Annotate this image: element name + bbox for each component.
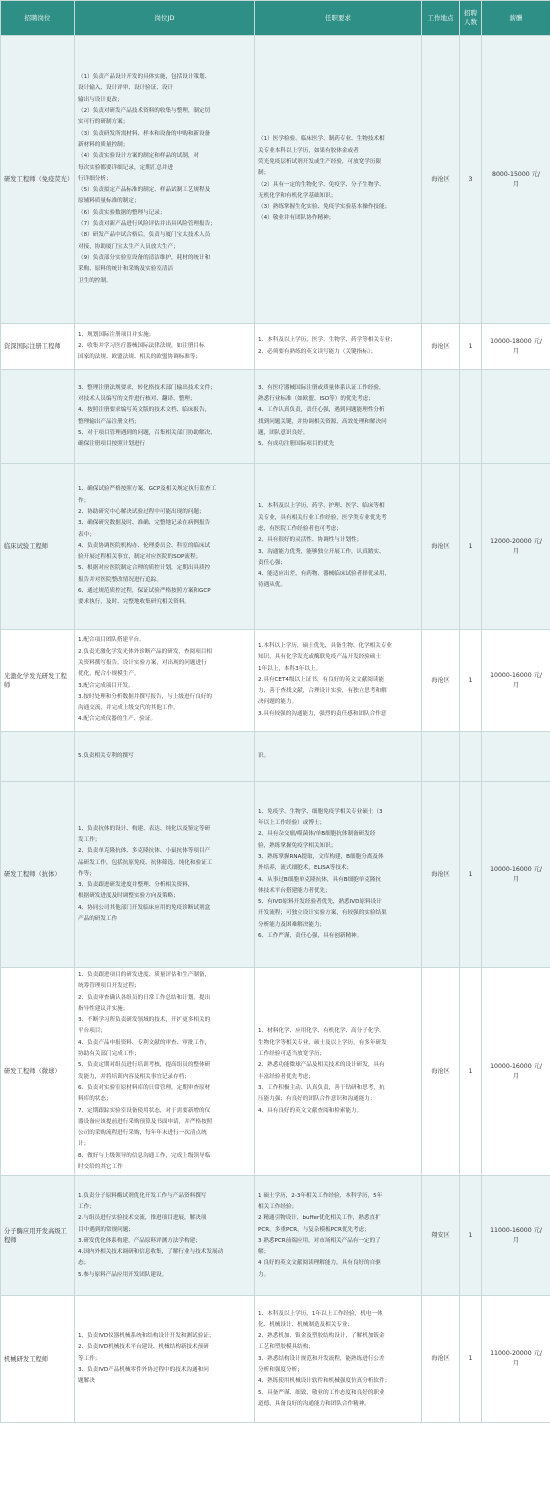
cell-line: 题，团队意识良好。	[258, 429, 309, 436]
salary-cell	[482, 324, 550, 370]
cell-line: 1 硕士学历，2-3年相关工作经验，本科学历，5年	[258, 1192, 383, 1199]
cell-line: 解；	[258, 1249, 270, 1256]
header-position: 招聘岗位	[1, 1, 75, 36]
cell-line: 1、负责抗体的设计、构建、表达、纯化以及鉴定等研	[78, 825, 211, 832]
cell-line: 关专业本科以上学历，如果有胶体金或者	[258, 147, 359, 154]
cell-line: 荧光免疫层析试剂开发或生产经验，可放宽学历限	[258, 158, 382, 165]
cell-line: （9）负责部分实验室设备的清洁维护，耗材的统计和	[78, 254, 211, 261]
cell-line: 3、负责IVD产品机械零件外协过程中的技术沟通和问	[78, 1366, 209, 1373]
cell-line: 4.配合完成仪器的生产、验证。	[78, 716, 157, 723]
cell-line: 统筹管理项目开发过程；	[78, 983, 140, 990]
cell-line: 10000-16000 元/	[490, 865, 542, 873]
cell-line: 表中；	[78, 531, 95, 538]
table-row	[1, 370, 550, 464]
location-cell: 海沧区	[422, 324, 460, 370]
cell-line: 整理输出产品注册文档；	[78, 418, 140, 425]
jd-cell	[75, 464, 255, 630]
cell-line: 2、负责审查确认各组员的日常工作总结和计划，提出	[78, 994, 211, 1001]
requirements-cell	[255, 630, 422, 732]
cell-line: 工作经验可适当放宽学历；	[258, 1051, 326, 1058]
cell-line: （3）熟练掌握生化实验、免疫学实验基本操作技能；	[258, 204, 391, 211]
cell-line: 4、协同公司其他部门开发临床应用的免疫诊断试剂盒	[78, 904, 211, 911]
cell-line: 输出与设计更改；	[78, 96, 123, 103]
cell-line: 验，熟练掌握免疫学相关知识；	[258, 842, 337, 849]
cell-line: 平台项目；	[78, 1028, 106, 1035]
cell-line: 3、不断学习所负责研发领域的技术，开扩更多相关的	[78, 1017, 211, 1024]
salary-cell	[482, 370, 550, 464]
cell-line: 制；	[258, 170, 270, 177]
cell-line: 决问题的能力。	[258, 699, 298, 706]
cell-line: 关资料撰写报告，设计实验方案，对出现的问题进行	[78, 659, 207, 666]
location-cell	[422, 732, 460, 782]
location-cell: 海沧区	[422, 36, 460, 324]
cell-line: 1年以上，本科3年以上。	[258, 665, 322, 672]
cell-line: 时交给的其它工作	[78, 1164, 123, 1171]
table-row	[1, 968, 550, 1176]
cell-line: （1）负责产品设计开发的具体实施，包括设计策划、	[78, 74, 211, 81]
cell-line: 3、确保研究数据及时、准确、完整地记录在病例报告	[78, 520, 211, 527]
cell-line: 月	[512, 547, 520, 555]
cell-line: 4 良好的英文文献阅读理解能力，具有良好的自驱	[258, 1260, 381, 1267]
cell-line: 体技术平台搭建能力者优先；	[258, 887, 331, 894]
cell-line: 月	[512, 681, 520, 689]
salary-cell	[482, 968, 550, 1176]
header-count: 招聘人数	[460, 1, 482, 36]
location-cell: 海沧区	[422, 968, 460, 1176]
cell-line: 4、从事过B细胞单克隆抗体，具有B细胞单克隆抗	[258, 876, 382, 883]
position-cell: 分子酶应用开发高级工程师	[1, 1176, 75, 1296]
cell-line: 1、负责跟进项目的研发进度、质量评估和生产制备，	[78, 972, 211, 978]
cell-line: 月	[512, 875, 520, 883]
cell-line: 1.配合项目团队搭建平台。	[78, 637, 145, 644]
cell-line: 指导性建议并实施；	[78, 1005, 129, 1012]
cell-line: 虑，有医院工作经验者也可考虑；	[258, 525, 342, 532]
salary-cell	[482, 36, 550, 324]
position-cell: 研发工程师（抗体）	[1, 782, 75, 968]
cell-line: 4、按照注册要求编写英文版的技术文档、临床报告，	[78, 407, 211, 414]
cell-line: 3、有医疗器械国际注册或质量体系认证工作经验，	[258, 384, 385, 391]
cell-line: （2）具有一定的生物化学、免疫学、分子生物学、	[258, 181, 385, 188]
cell-line: （4）敬业并有团队协作精神；	[258, 215, 335, 222]
cell-line: 2、具有杂交瘤/噬菌体/单B细胞抗体制备研发经	[258, 831, 376, 838]
requirements-cell	[255, 732, 422, 782]
position-cell: 光激化学发光研发工程师	[1, 630, 75, 732]
cell-line: 2、负责IVD机械技术平台建设、机械结构新技术预研	[78, 1344, 209, 1351]
cell-line: 丰富经验者优先考虑；	[258, 1073, 314, 1080]
header-jd: 岗位JD	[75, 1, 255, 36]
cell-line: 计；	[78, 1141, 90, 1148]
cell-line: 知识，具有化学发光或酶联免疫产品开发经验硕士	[258, 654, 382, 661]
cell-line: 待遇从优。	[258, 582, 286, 589]
cell-line: （3）负责研发所需材料、样本和设备的申购和新设备	[78, 130, 211, 137]
cell-line: PCR，多重PCR，与复杂模板PCR优先考虑；	[258, 1226, 370, 1233]
cell-line: 采购、原料的统计和采购及实验室清洁	[78, 266, 174, 273]
cell-line: 新材料的质量控制；	[78, 141, 129, 148]
table-row	[1, 36, 550, 324]
cell-line: 发工作；	[78, 836, 101, 843]
cell-line: 生物化学等相关专业，硕士及以上学历，有多年研发	[258, 1039, 387, 1046]
requirements-cell	[255, 464, 422, 630]
cell-line: 实可行的研制方案；	[78, 119, 129, 126]
cell-line: 3.按时处理和分析数据并撰写报告，与上级进行良好的	[78, 693, 212, 700]
position-cell	[1, 370, 75, 464]
cell-line: 卫生的控制。	[78, 277, 112, 284]
cell-line: 2、具有很好的灵活性、协调性与计划性；	[258, 537, 363, 544]
cell-line: 设计输入、设计评审、设计验证、设计	[78, 85, 174, 92]
cell-line: 12000-20000 元/	[490, 537, 542, 545]
cell-line: 4、具有良好的英文文献查阅和检索能力。	[258, 1107, 363, 1114]
cell-line: （4）负责实验设计方案的制定和样品的试制，对	[78, 153, 200, 160]
jd-cell	[75, 370, 255, 464]
cell-line: （1）医学检验、临床医学、制药专业、生物技术相	[258, 136, 385, 143]
jd-cell	[75, 324, 255, 370]
cell-line: 4、熟练使用机械设计软件和机械强度仿真分析软件；	[258, 1378, 391, 1385]
cell-line: 1、材料化学、应用化学、有机化学、高分子化学、	[258, 1028, 385, 1035]
cell-line: 10000-18000 元/	[490, 337, 542, 345]
cell-line: 相关工作经验；	[258, 1203, 298, 1210]
requirements-cell	[255, 968, 422, 1176]
position-cell: 资深国际注册工程师	[1, 324, 75, 370]
cell-line: 3、负责跟进研发进度并整理、分析相关资料，	[78, 882, 194, 889]
cell-line: 11000-20000 元/	[490, 1350, 542, 1358]
cell-line: 工艺和塑胶模具结构；	[258, 1344, 314, 1351]
cell-line: 2、熟悉机加、钣金及塑胶结构设计，了解机加钣金	[258, 1333, 385, 1340]
requirements-cell	[255, 324, 422, 370]
cell-line: 5、对于项目管理遇到的问题，召集相关部门协助解决，	[78, 429, 216, 436]
cell-line: 月	[512, 1072, 520, 1080]
salary-cell	[482, 1296, 550, 1423]
cell-line: 5、有成功注册国际项目的优先	[258, 441, 335, 448]
cell-line: 题解决	[78, 1378, 95, 1385]
count-cell: 1	[460, 630, 482, 732]
location-cell: 海沧区	[422, 630, 460, 732]
cell-line: 对接，协助厦门宝太生产人员放大生产；	[78, 243, 179, 250]
cell-line: 月	[512, 1360, 520, 1368]
cell-line: 器设备应该提前进行采购预算及书面申请，并严格按照	[78, 1118, 213, 1125]
cell-line: 验开展过程相关事宜，制定对应医院的SOP流程；	[78, 554, 202, 561]
cell-line: 1.本科以上学历，硕士优先，具备生物、化学相关专业	[258, 642, 392, 649]
table-row	[1, 1296, 550, 1423]
position-cell: 临床试验工程师	[1, 464, 75, 630]
jd-cell	[75, 36, 255, 324]
cell-line: 5.负责相关专利的撰写	[78, 752, 134, 759]
cell-line: 力。	[258, 1271, 270, 1278]
cell-line: 关专业，具有相关行业工作经验，医学类专业优先考	[258, 514, 387, 521]
position-cell	[1, 732, 75, 782]
cell-line: 原辅料质量标准的制定；	[78, 198, 140, 205]
cell-line: 3.研发优化体系构建，产品原料评测方法学构建；	[78, 1237, 201, 1244]
cell-line: 无机化学和有机化学基础知识；	[258, 192, 337, 199]
cell-line: 等工作；	[78, 1355, 101, 1362]
table-row	[1, 630, 550, 732]
cell-line: 每次实验都要详细记录，定期汇总并进	[78, 164, 174, 171]
cell-line: 要求执行，及时、完整地收集研究相关资料。	[78, 599, 190, 606]
jd-cell	[75, 968, 255, 1176]
cell-line: 作等；	[78, 870, 95, 877]
cell-line: 10000-16000 元/	[490, 1062, 542, 1070]
cell-line: 2、收集并学习医疗器械国际法律法规，如注册目标	[78, 342, 205, 349]
cell-line: 2、必须要有熟练的英文读写能力（关键指标）；	[258, 348, 377, 355]
cell-line: 2、熟悉功能微球产品及相关技术的设计研发，具有	[258, 1062, 385, 1069]
location-cell: 海沧区	[422, 782, 460, 968]
cell-line: 道德，具备良好的沟通能力和团队合作精神。	[258, 1400, 370, 1407]
cell-line: 分析能力及困难解决能力；	[258, 921, 326, 928]
cell-line: 年以上工作经验）或博士；	[258, 820, 326, 827]
table-body	[1, 36, 550, 1423]
cell-line: 8000-15000 元/	[492, 170, 540, 178]
cell-line: 国家的法规、欧盟法规、相关的欧盟协调标准等；	[78, 354, 202, 361]
cell-line: 工作；	[78, 1203, 95, 1210]
cell-line: 开发流程；可独立设计实验方案，有较强的实验结果	[258, 910, 387, 917]
salary-cell	[482, 464, 550, 630]
table-row	[1, 732, 550, 782]
cell-line: 月	[512, 347, 520, 355]
count-cell: 1	[460, 968, 482, 1176]
cell-line: 5、负责定期对组员进行培训考核，提高组员的整体研	[78, 1062, 211, 1069]
jd-cell	[75, 732, 255, 782]
cell-line: 优化，配合小规模生产。	[78, 671, 140, 678]
cell-line: 4、负责产品申报资料、专利文献的审查、审批工作，	[78, 1039, 211, 1046]
cell-line: 4、工作认真负责，责任心强，遇到问题能理性分析	[258, 407, 385, 414]
cell-line: 协助有关部门完成工作；	[78, 1051, 140, 1058]
cell-line: 10000-16000 元/	[490, 671, 542, 679]
requirements-cell	[255, 36, 422, 324]
cell-line: 3.配合完成项目开发。	[78, 682, 134, 689]
requirements-cell	[255, 782, 422, 968]
cell-line: 1、本科及以上学历，医学、生物学、药学等相关专业；	[258, 337, 396, 344]
cell-line: 外培养，流式细胞术，ELISA等技术；	[258, 865, 353, 872]
count-cell: 1	[460, 464, 482, 630]
count-cell: 1	[460, 324, 482, 370]
requirements-cell	[255, 1296, 422, 1423]
cell-line: 1、本科及以上学历，药学、护理、医学、临床等相	[258, 503, 385, 510]
cell-line: 1、规划国际注册项目并实施；	[78, 331, 155, 338]
cell-line: 4、能适应出差，有药物、器械临床试验者择优录用，	[258, 571, 391, 578]
cell-line: 压能力强；有良好的团队合作意识和沟通能力；	[258, 1096, 376, 1103]
cell-line: 熟悉行业标准（如欧盟、ISO等）的优先考虑；	[258, 395, 374, 402]
count-cell: 1	[460, 1176, 482, 1296]
cell-line: 责任心强；	[258, 559, 286, 566]
cell-line: （8）研发产品中试合格后，负责与厦门宝太技术人员	[78, 232, 211, 239]
cell-line: 3、工作积极主动、认真负责，善于钻研和思考，抗	[258, 1084, 385, 1091]
cell-line: 识。	[258, 752, 270, 759]
cell-line: 行详细分析；	[78, 175, 112, 182]
salary-cell	[482, 630, 550, 732]
location-cell: 翔安区	[422, 1176, 460, 1296]
cell-line: 公司的采购流程进行采购，每年年末进行一次清点统	[78, 1130, 207, 1137]
cell-line: 化、机械设计、机械制造及相关专业；	[258, 1321, 354, 1328]
table-header-row	[1, 1, 550, 36]
cell-line: （6）负责实验数据的整理与记录；	[78, 209, 166, 216]
cell-line: 5.参与原料产品应用开发团队建设。	[78, 1271, 168, 1278]
cell-line: 3、熟悉结构设计规范和开发流程，能熟练进行公差	[258, 1355, 385, 1362]
salary-cell	[482, 782, 550, 968]
cell-line: 3、整理注册法规要求，转化格技术部门输出技术文件；	[78, 384, 216, 391]
cell-line: 发能力，并将培训内容及相关事宜记录存档；	[78, 1073, 190, 1080]
cell-line: （2）负责对研发产品技术资料的收集与整理，制定切	[78, 108, 211, 115]
table-row	[1, 464, 550, 630]
cell-line: 6、工作严谨，责任心强，具有创新精神。	[258, 932, 363, 939]
location-cell: 海沧区	[422, 1296, 460, 1423]
cell-line: 8、做好与上级领导的信息沟通工作，完成上级领导临	[78, 1152, 211, 1159]
cell-line: 4、负责协调医院机构办、伦理委员会、科室的临床试	[78, 542, 211, 549]
requirements-cell	[255, 370, 422, 464]
count-cell	[460, 732, 482, 782]
count-cell: 1	[460, 782, 482, 968]
header-requirements: 任职要求	[255, 1, 422, 36]
cell-line: 2.负责光激化学发光体外诊断产品的研发，查阅项目相	[78, 648, 212, 655]
cell-line: 月	[512, 1236, 520, 1244]
location-cell	[422, 370, 460, 464]
cell-line: 沟通交流，并完成上级交代的其他工作。	[78, 705, 179, 712]
cell-line: 3.具有较强的沟通能力，强烈的责任感和团队合作意	[258, 710, 387, 717]
cell-line: 1、负责IVD仪器机械系统和结构设计开发和测试验证；	[78, 1333, 215, 1340]
cell-line: 1、确保试验严格按照方案、GCP及相关规定执行监查工	[78, 486, 217, 493]
table-row	[1, 782, 550, 968]
cell-line: 3、沟通能力优秀，能够独立开展工作，认真踏实、	[258, 548, 385, 555]
header-location: 工作地点	[422, 1, 460, 36]
cell-line: 6、通过规范质控过程，保证试验严格按照方案和GCP	[78, 588, 211, 595]
cell-line: 态；	[78, 1260, 90, 1267]
cell-line: 料库的状态；	[78, 1096, 112, 1103]
cell-line: 2.具有CET4级以上证书，有良好的英文文献阅读能	[258, 676, 385, 683]
cell-line: 对技术人员编写的文件进行核对、翻译、整理；	[78, 395, 196, 402]
salary-cell	[482, 1176, 550, 1296]
cell-line: 目中遇到的常规问题；	[78, 1226, 134, 1233]
position-cell: 研发工程师（免疫荧光）	[1, 36, 75, 324]
cell-line: 5、根据对应医院制定合理的质控计划，定期出具质控	[78, 565, 211, 572]
cell-line: 5、有IVD原料开发经验者优先，熟悉IVD原料设计	[258, 899, 382, 906]
cell-line: 根据研发进度及时调整实验方向及策略；	[78, 893, 179, 900]
requirements-cell	[255, 1176, 422, 1296]
cell-line: 1.负责分子原料酶试剂优化开发工作与产品资料撰写	[78, 1192, 207, 1199]
cell-line: 4.国内外相关技术调研和信息收集，了解行业与技术发展动	[78, 1249, 224, 1256]
jd-cell	[75, 630, 255, 732]
cell-line: 2 精通引物设计，buffer优化相关工作，熟悉直扩	[258, 1215, 381, 1222]
cell-line: 3 熟悉PCR前端应用，对市场相关产品有一定的了	[258, 1237, 381, 1244]
jd-cell	[75, 1176, 255, 1296]
cell-line: 3、熟练掌握RNA提取，文库构建，B细胞分离及体	[258, 853, 384, 860]
table-row	[1, 1176, 550, 1296]
count-cell	[460, 370, 482, 464]
cell-line: （5）负责拟定产品标准的制定、样品试制工艺规程及	[78, 187, 211, 194]
table-row	[1, 324, 550, 370]
salary-cell	[482, 732, 550, 782]
cell-line: 7、定期跟踪实验室设备使用状态，对于需要新增的仪	[78, 1107, 211, 1114]
cell-line: 分析和强度分析；	[258, 1366, 303, 1373]
cell-line: 力，善于查找文献，合理设计实验，有独立思考和解	[258, 688, 387, 695]
header-salary: 薪酬	[482, 1, 550, 36]
cell-line: 产品的研发工作	[78, 916, 118, 923]
cell-line: 确保注册项目按照计划进行	[78, 441, 146, 448]
cell-line: 5、具备严谨、细致、敬业的工作态度和良好的职业	[258, 1389, 385, 1396]
cell-line: 2、负责单克隆抗体、多克隆抗体、小鼠抗体等项目产	[78, 848, 211, 855]
cell-line: 11000-16000 元/	[490, 1226, 542, 1234]
cell-line: 2、协助研究中心解决试验过程中可能出现的问题；	[78, 508, 205, 515]
cell-line: 找到问题关键，并协调相关资源，高效处理和解决问	[258, 418, 387, 425]
count-cell: 1	[460, 1296, 482, 1423]
cell-line: 1、本科及以上学历，1年以上工作经验，机电一体	[258, 1310, 383, 1317]
location-cell: 海沧区	[422, 464, 460, 630]
cell-line: （7）负责对新产品进行风险评估并出具风险管理报告；	[78, 221, 216, 228]
jd-cell	[75, 782, 255, 968]
cell-line: 作；	[78, 497, 90, 504]
position-cell: 研发工程师（微球）	[1, 968, 75, 1176]
jd-cell	[75, 1296, 255, 1423]
count-cell: 3	[460, 36, 482, 324]
cell-line: 报告并对医院整改情况进行追踪。	[78, 576, 162, 583]
cell-line: 6、负责对实验室原材料库的日常管理，定期审查原材	[78, 1084, 211, 1091]
cell-line: 2.与组员进行实验技术交流，推进项目进展，解决项	[78, 1215, 207, 1222]
cell-line: 月	[512, 180, 520, 188]
position-cell: 机械研发工程师	[1, 1296, 75, 1423]
cell-line: 品研发工作，包括抗原免疫、抗体筛选、纯化和验证工	[78, 859, 213, 866]
cell-line: 1、免疫学、生物学、细胞免疫学相关专业硕士（3	[258, 808, 383, 815]
